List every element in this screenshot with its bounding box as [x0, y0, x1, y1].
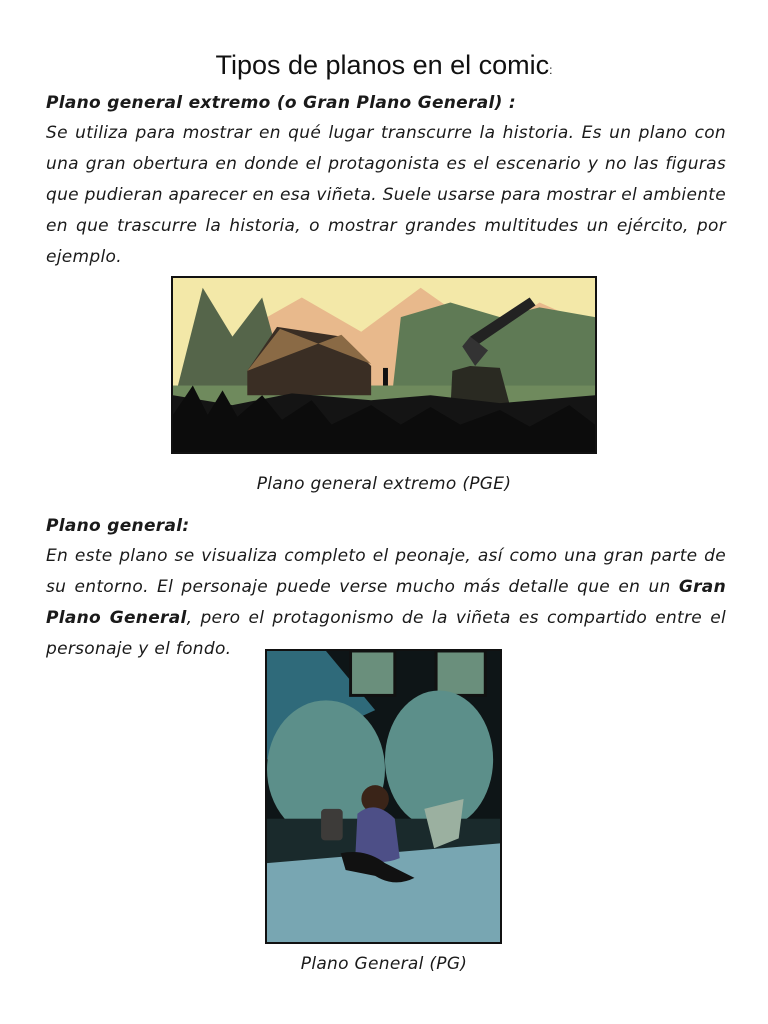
page-title [0, 50, 768, 81]
section2-body [46, 541, 726, 665]
section2-body-part2: , pero el protagonismo de la viñeta es compartido entre el personaje y el fondo. [46, 608, 726, 659]
section1-heading: Plano general extremo (o Gran Plano General) : [46, 93, 516, 113]
section1-caption: Plano general extremo (PGE) [256, 474, 512, 494]
long-shot-illustration [265, 649, 502, 944]
section2-caption: Plano General (PG) [300, 954, 468, 974]
extreme-long-shot-illustration [171, 276, 597, 454]
section2-body-part1: En este plano se visualiza completo el peonaje, así como una gran parte de su entorno. El personaje puede verse mucho más detalle que en un [46, 546, 726, 597]
section1-body: Se utiliza para mostrar en qué lugar transcurre la historia. Es un plano con una gran obertura en donde el protagonista es el escenario y no las figuras que pudieran aparecer en esa viñeta. Suele usarse para mostrar el ambiente en que trascurre la historia, o mostrar grandes multitudes un ejército, por ejemplo. [46, 123, 726, 267]
page-title-colon: : [549, 63, 553, 77]
section2-heading: Plano general: [46, 516, 190, 536]
section2-body-bold: Gran Plano General [46, 577, 726, 628]
page-title-text: Tipos de planos en el comic [215, 50, 550, 80]
